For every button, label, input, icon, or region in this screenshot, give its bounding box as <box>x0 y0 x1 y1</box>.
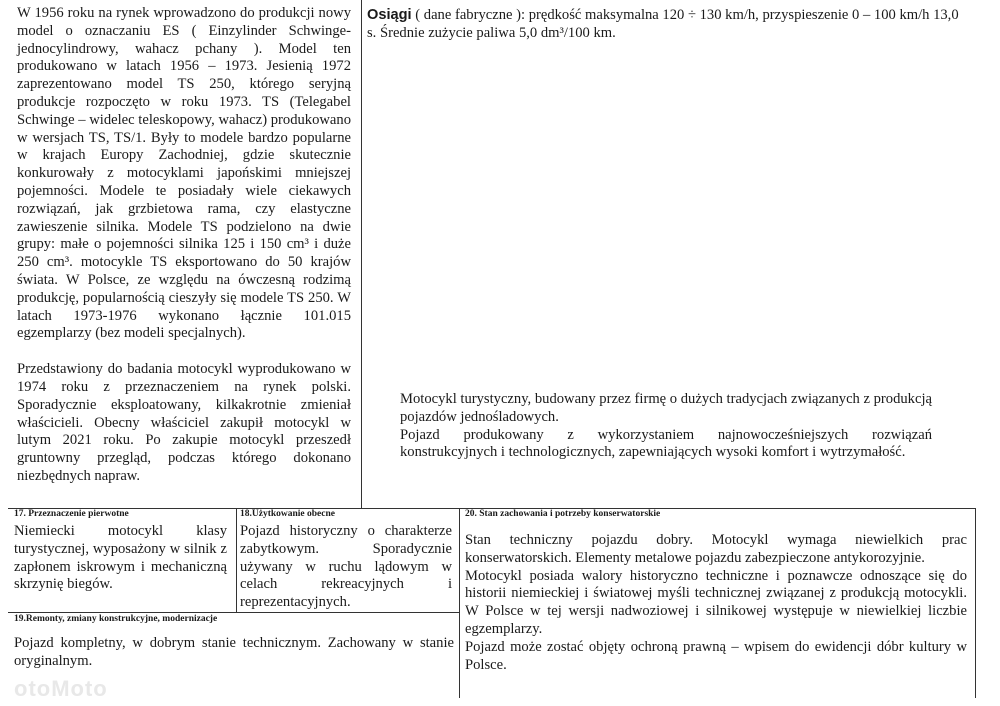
section-20-text-3: Pojazd może zostać objęty ochroną prawną – wpisem do ewidencji dóbr kultury w Polsce. <box>465 638 967 673</box>
section-19-header: 19.Remonty, zmiany konstrukcyjne, modernizacje <box>14 614 218 624</box>
row-divider-19 <box>8 612 459 613</box>
description-block <box>400 391 932 462</box>
section-18 <box>240 509 452 612</box>
produced-paragraph: Pojazd produkowany z wykorzystaniem najnowocześniejszych rozwiązań konstrukcyjnych i technologicznych, zapewniających wysoki komfort i wytrzymałość. <box>400 426 932 461</box>
section-20 <box>465 509 967 674</box>
history-paragraph: W 1956 roku na rynek wprowadzono do produkcji nowy model o oznaczaniu ES ( Einzylinder Schwinge- jednocylindrowy, wahacz pchany ). Model ten produkowano w latach 1956 – 1973. Jesienią 1972 zaprezentowano model TS 250, którego seryjną produkcje rozpoczęto w roku 1973. TS (Telegabel Schwinge – widelec teleskopowy, wahacz) produkowano w wersjach TS, TS/1. Były to modele bardzo popularne w krajach Europy Zachodniej, gdzie skutecznie konkurowały z motocyklami japońskimi mniejszej pojemności. Modele te posiadały wiele ciekawych rozwiązań, jak grzbietowa rama, czy elastyczne zawieszenie silnika. Modele TS podzielono na dwie grupy: małe o pojemności silnika 125 i 150 cm³ i duże 250 cm³. motocykle TS eksportowano do 50 krajów świata. W Polsce, ze względu na ówczesną rodzimą produkcję, popularnością cieszyły się modele TS 250. W latach 1973-1976 wykonano łącznie 101.015 egzemplarzy (bez modeli specjalnych). <box>17 5 351 342</box>
osiagi-title: Osiągi <box>367 7 412 23</box>
osiagi-line <box>367 7 967 43</box>
section-18-header: 18.Użytkowanie obecne <box>240 509 335 519</box>
tourist-paragraph: Motocykl turystyczny, budowany przez firmę o dużych tradycjach związanych z produkcją pojazdów jednośladowych. <box>400 391 932 425</box>
presented-paragraph: Przedstawiony do badania motocykl wyprodukowano w 1974 roku z przeznaczeniem na rynek polski. Sporadycznie eksploatowany, kilkakrotnie zmieniał właścicieli. Obecny właściciel zakupił motocykl w lutym 2021 roku. Po zakupie motocykl przeszedł gruntowny przegląd, podczas którego dokonano niezbędnych napraw. <box>17 361 351 484</box>
section-17-text: Niemiecki motocykl klasy turystycznej, wyposażony w silnik z zapłonem iskrowym i mechaniczną skrzynię biegów. <box>14 523 227 593</box>
cell-divider-17-18 <box>236 508 237 612</box>
column-divider <box>361 0 362 508</box>
section-18-text: Pojazd historyczny o charakterze zabytkowym. Sporadycznie używany w ruchu lądowym w celach rekreacyjnych i reprezentacyjnych. <box>240 523 452 611</box>
section-19-text: Pojazd kompletny, w dobrym stanie technicznym. Zachowany w stanie oryginalnym. <box>14 635 454 669</box>
osiagi-block <box>367 7 967 43</box>
section-20-text-2: Motocykl posiada walory historyczno techniczne i poznawcze odnoszące się do historii niemieckiej i światowej myśli technicznej związanej z produkcją motocykli. W Polsce w tej wersji nadwoziowej i silnikowej występuje w niewielkiej liczbie egzemplarzy. <box>465 567 967 637</box>
section-19 <box>14 614 454 671</box>
osiagi-text: ( dane fabryczne ): prędkość maksymalna 120 ÷ 130 km/h, przyspieszenie 0 – 100 km/h 13,0 s. Średnie zużycie paliwa 5,0 dm³/100 km. <box>367 7 959 41</box>
section-20-header: 20. Stan zachowania i potrzeby konserwatorskie <box>465 509 661 519</box>
left-column <box>17 5 351 486</box>
section-20-text-1: Stan techniczny pojazdu dobry. Motocykl wymaga niewielkich prac konserwatorskich. Elementy metalowe pojazdu zabezpieczone antykorozyjnie. <box>465 532 967 566</box>
section-17-header: 17. Przeznaczenie pierwotne <box>14 509 129 519</box>
section-17 <box>14 509 227 594</box>
table-right-border <box>975 508 976 698</box>
cell-divider-18-20 <box>459 508 460 698</box>
watermark: otoMoto <box>14 676 108 701</box>
